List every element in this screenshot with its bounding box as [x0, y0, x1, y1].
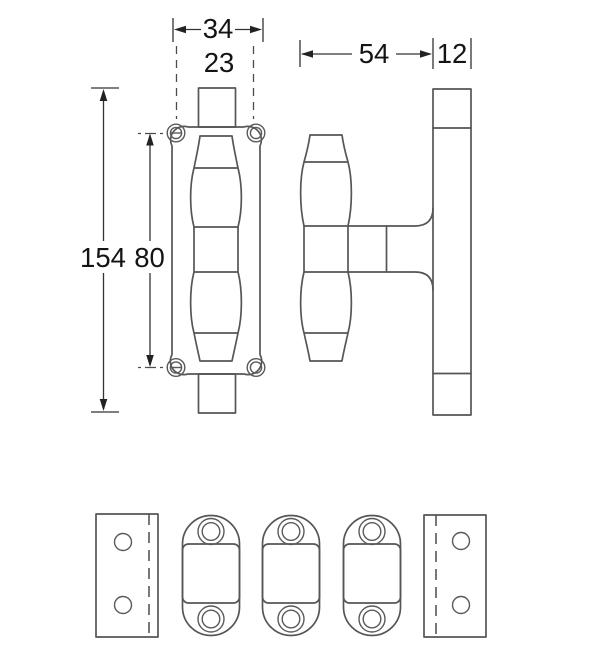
front-view-handle — [167, 88, 265, 413]
screw-hole — [115, 597, 132, 614]
dimension-label: 54 — [358, 38, 390, 69]
arrowhead-up-icon — [146, 134, 154, 146]
keeper-body — [344, 516, 401, 636]
plate-bottom-stub — [199, 374, 236, 413]
screw-hole — [115, 534, 132, 551]
screw-hole — [202, 523, 220, 541]
backplate-profile — [433, 89, 471, 415]
keeper-block — [183, 544, 240, 603]
screw-boss-top-left — [167, 124, 185, 142]
side-view-handle — [301, 89, 471, 415]
keeper-block — [344, 544, 401, 603]
dimension-front-hole-spacing — [177, 46, 254, 119]
handle-grip-front — [191, 136, 242, 361]
screw-hole — [453, 533, 470, 550]
dimension-front-overall-width — [173, 13, 263, 44]
dimension-label: 154 — [80, 242, 126, 273]
handle-stem-bottom — [348, 272, 433, 290]
backplate-outline — [170, 126, 261, 374]
dimension-handle-projection — [300, 38, 432, 69]
plate-body — [424, 515, 486, 637]
screw-boss-top-right — [247, 124, 265, 142]
handle-grip-profile — [301, 135, 352, 361]
bottom-parts-row — [96, 514, 486, 637]
arrowhead-down-icon — [100, 399, 108, 411]
dimension-plate-thickness — [433, 38, 471, 69]
arrowhead-left-icon — [301, 50, 313, 57]
screw-hole — [363, 610, 381, 628]
screw-boss-bottom-right — [247, 359, 265, 377]
screw-hole — [363, 523, 381, 541]
screw-hole — [282, 523, 300, 541]
keeper-body — [183, 516, 240, 636]
dimension-vertical-hole-spacing — [134, 134, 168, 368]
arrowhead-left-icon — [174, 26, 186, 33]
screw-boss-bottom-left — [167, 359, 185, 377]
keeper-body — [263, 516, 320, 636]
keeper-plate — [344, 516, 401, 636]
dimension-label: 80 — [134, 242, 165, 273]
screw-hole — [453, 597, 470, 614]
arrowhead-right-icon — [250, 26, 262, 33]
dimension-plate-height — [80, 88, 126, 412]
dimension-label: 12 — [436, 38, 468, 69]
striker-plate-right — [424, 515, 486, 637]
arrowhead-up-icon — [100, 89, 108, 101]
handle-stem-top — [348, 208, 433, 226]
dimension-label: 23 — [203, 47, 235, 78]
keeper-plate — [183, 516, 240, 636]
striker-plate-left — [96, 514, 158, 637]
arrowhead-right-icon — [420, 50, 432, 57]
arrowhead-down-icon — [146, 355, 154, 367]
keeper-block — [263, 544, 320, 603]
screw-hole — [282, 610, 300, 628]
dimension-label: 34 — [202, 13, 234, 44]
plate-top-stub — [199, 88, 236, 127]
keeper-plate — [263, 516, 320, 636]
screw-hole — [202, 610, 220, 628]
